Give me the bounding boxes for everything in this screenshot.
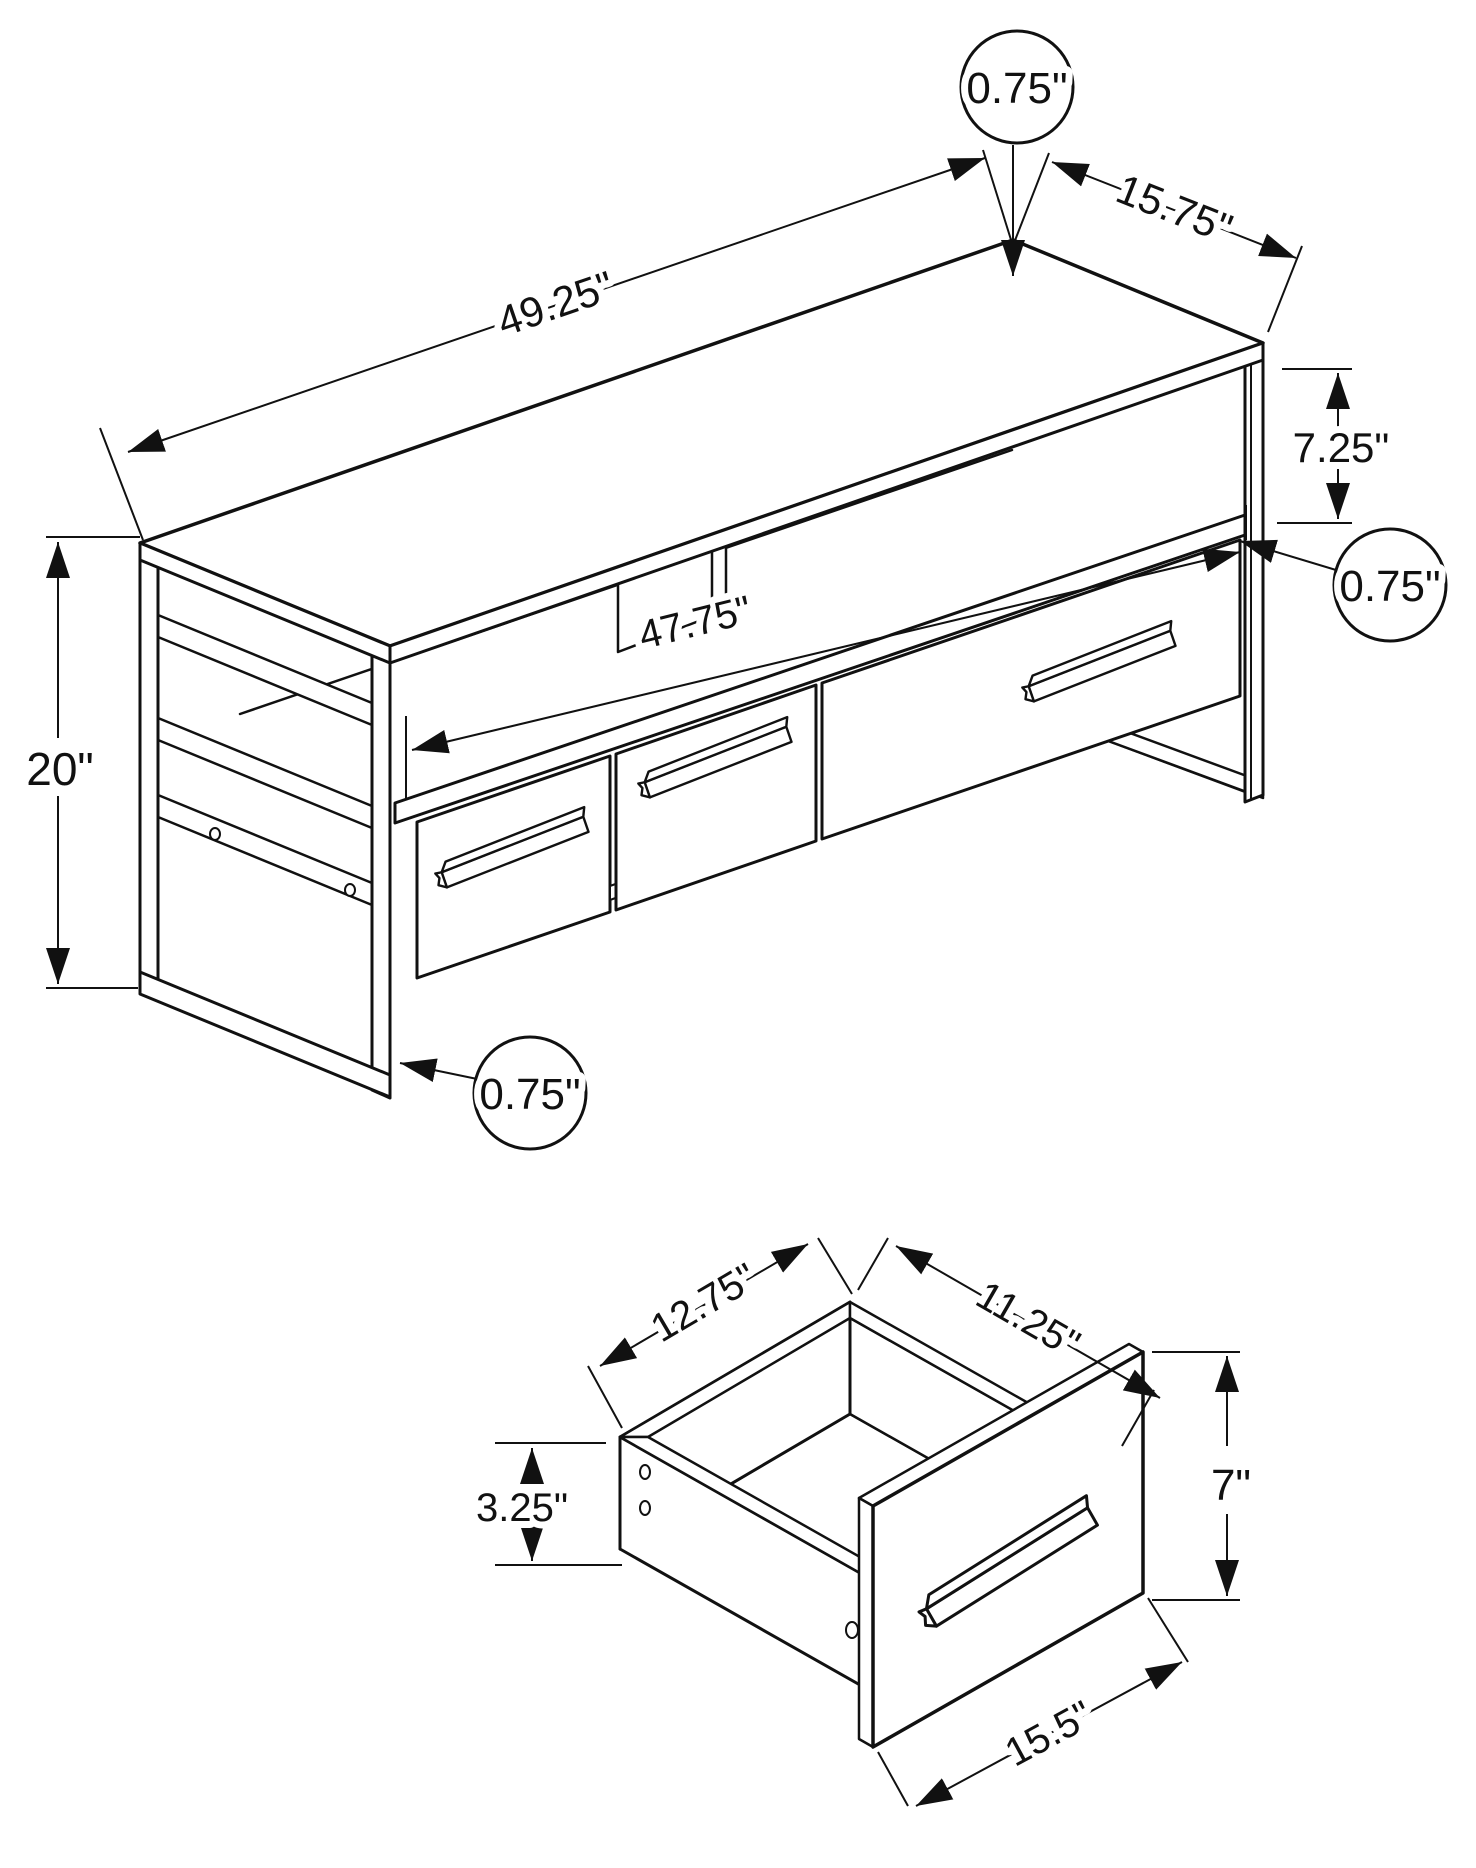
left-frame-front-post [372, 638, 390, 1098]
screw-icon [210, 828, 220, 840]
screw-icon [640, 1465, 650, 1479]
callout-shelf-thickness [1240, 529, 1446, 641]
left-frame-bottom-rail [140, 972, 390, 1097]
dim-opening-height [1277, 369, 1389, 523]
dim-leg-thickness-label: 0.75" [479, 1070, 581, 1119]
dim-depth-label: 15.75" [1110, 164, 1239, 253]
figure-tv-stand [140, 240, 1263, 1098]
dim-height-label: 20" [26, 743, 94, 795]
dim-height [26, 537, 140, 988]
right-frame-front-post [1245, 348, 1263, 802]
dim-drawer-front-height [1152, 1352, 1251, 1600]
left-frame-back-post [140, 543, 158, 1000]
dim-drawer-front-width-label: 15.5" [998, 1692, 1100, 1776]
screw-icon [345, 884, 355, 896]
dim-drawer-front-height-label: 7" [1210, 1461, 1252, 1510]
screw-icon [846, 1622, 858, 1638]
figure-drawer [620, 1302, 1143, 1747]
dim-drawer-side-height-label: 3.25" [475, 1486, 569, 1530]
dim-top-thickness-label: 0.75" [966, 64, 1068, 113]
callout-top-thickness [961, 31, 1073, 276]
screw-icon [640, 1501, 650, 1515]
dim-width-label: 49.25" [491, 261, 620, 346]
dim-opening-height-label: 7.25" [1292, 424, 1390, 471]
dim-drawer-side-height [476, 1443, 622, 1565]
dim-drawer-interior-width-label: 11.25" [968, 1273, 1088, 1367]
callout-leg-thickness [400, 1037, 586, 1149]
dim-drawer-side-depth-label: 12.75" [643, 1255, 765, 1351]
dim-shelf-thickness-label: 0.75" [1339, 562, 1441, 611]
dim-interior-width-label: 47.75" [634, 587, 757, 659]
